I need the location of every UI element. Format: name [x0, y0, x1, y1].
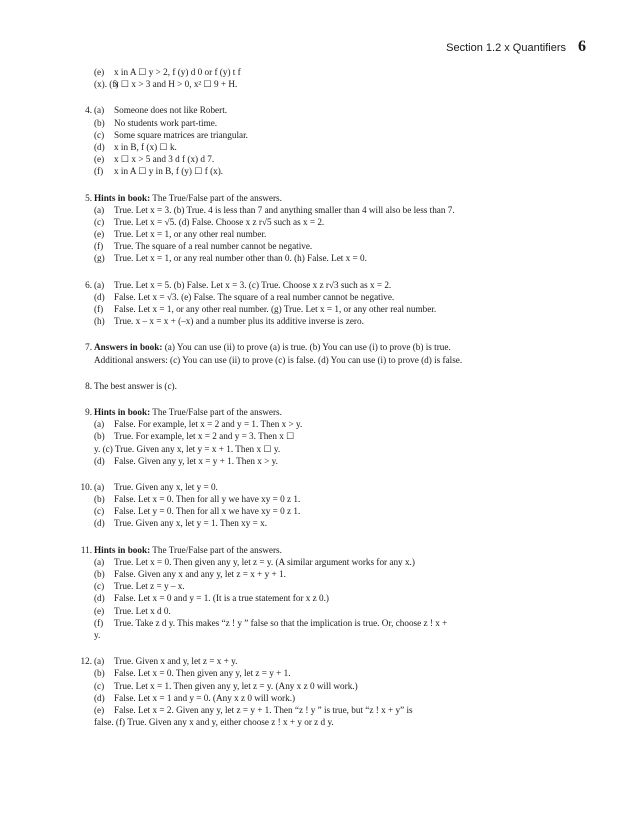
answer-line [0, 505, 638, 517]
answer-text: True. Let x = 0. Then given any y, let z = y. (A similar argument works for any x.) [114, 556, 415, 567]
part-label: (d) [94, 455, 105, 466]
answer-line [0, 66, 638, 78]
answer-line [0, 78, 638, 90]
part-label: (g) [94, 253, 105, 264]
answer-line [0, 117, 638, 129]
answer-text: True. Let x d 0. [114, 605, 171, 616]
answer-line [0, 617, 638, 629]
part-label: (h) [94, 316, 105, 327]
part-label: (b) [94, 431, 105, 442]
answer-text: True. Let x = 1, or any real number other than 0. (h) False. Let x = 0. [114, 253, 367, 264]
answer-line [0, 443, 638, 455]
answer-line [0, 716, 638, 728]
part-label: (a) [94, 204, 105, 215]
answer-text: True. Let x = 5. (b) False. Let x = 3. (c) True. Choose x z r√3 such as x = 2. [114, 279, 392, 290]
item-number: 12. [80, 656, 92, 667]
answer-text: True. Given x and y, let z = x + y. [114, 656, 238, 667]
answer-text: Hints in book: The True/False part of the answers. [94, 406, 282, 417]
answer-line [0, 291, 638, 303]
answer-list [0, 66, 638, 742]
answer-text: No students work part-time. [114, 117, 218, 128]
item-number: 4. [85, 105, 92, 116]
answer-item [0, 279, 638, 328]
answer-line [0, 430, 638, 442]
answer-line [0, 629, 638, 641]
part-label: (b) [94, 569, 105, 579]
part-label: (d) [94, 692, 105, 703]
answer-text: False. Let x = 0. Then for all y we have xy = 0 z 1. [114, 494, 301, 505]
answer-item [0, 655, 638, 728]
answer-line [0, 667, 638, 679]
answer-line [0, 568, 638, 580]
part-label: (d) [94, 141, 105, 152]
answer-text: False. Let x = 1, or any other real number. (g) True. Let x = 1, or any other real number. [114, 304, 437, 314]
answer-line [0, 240, 638, 252]
answer-text: False. Let x = 0 and y = 1. (It is a true statement for x z 0.) [114, 593, 329, 604]
answer-text: Additional answers: (c) You can use (ii) to prove (c) is false. (d) You can use (i) to prove (d) is false. [94, 354, 463, 365]
answer-line [0, 228, 638, 240]
part-label: (a) [94, 556, 105, 567]
answer-line [0, 704, 638, 716]
answer-line [0, 104, 638, 116]
part-label: (e) [94, 229, 105, 240]
answer-text: True. Take z d y. This makes “z ! y ” false so that the implication is true. Or, choose z ! x + [114, 617, 448, 628]
item-number: 9. [85, 406, 92, 417]
answer-line [0, 692, 638, 704]
part-label: (c) [94, 216, 105, 227]
answer-line [0, 252, 638, 264]
part-label: (e) [94, 154, 105, 165]
answer-text: y. [94, 629, 101, 640]
answer-item [0, 406, 638, 467]
item-number: 11. [80, 544, 92, 555]
part-label: (d) [94, 593, 105, 604]
answer-text: False. Given any x and any y, let z = x + y + 1. [114, 569, 286, 579]
item-number: 6. [85, 279, 92, 290]
answer-line [0, 655, 638, 667]
part-label: (a) [94, 105, 105, 116]
part-label: (f) [94, 166, 104, 177]
item-number: 5. [85, 192, 92, 203]
part-label: (c) [94, 581, 105, 592]
answer-text: x in A ☐ y > 2, f (y) d 0 or f (y) t f [114, 67, 241, 77]
answer-line [0, 216, 638, 228]
answer-line [0, 517, 638, 529]
answer-text: False. For example, let x = 2 and y = 1. Then x > y. [114, 419, 303, 430]
answer-text: Someone does not like Robert. [114, 105, 228, 116]
part-label: (a) [94, 279, 105, 290]
answer-text: false. (f) True. Given any x and y, either choose z ! x + y or z d y. [94, 717, 334, 728]
answer-line [0, 680, 638, 692]
answer-text: Some square matrices are triangular. [114, 129, 248, 140]
answer-line [0, 455, 638, 467]
answer-line [0, 141, 638, 153]
answer-text: False. Let x = 0. Then given any y, let z = y + 1. [114, 668, 291, 679]
answer-line [0, 556, 638, 568]
item-number: 8. [85, 380, 92, 391]
answer-line [0, 279, 638, 291]
answer-text: False. Given any y, let x = y + 1. Then x > y. [114, 455, 278, 466]
part-label: (a) [94, 481, 105, 492]
part-label: (b) [94, 494, 105, 505]
part-label: (x). (f) [94, 79, 119, 90]
answer-text: False. Let x = 2. Given any y, let z = y + 1. Then “z ! y ” is true, but “z ! x + y” is [114, 704, 413, 715]
answer-line [0, 580, 638, 592]
answer-text: True. Given any x, let y = 0. [114, 481, 218, 492]
answer-text: x ☐ x > 3 and H > 0, x² ☐ 9 + H. [114, 79, 238, 90]
answer-item [0, 341, 638, 365]
answer-line [0, 354, 638, 366]
answer-line [0, 165, 638, 177]
answer-text: Hints in book: The True/False part of the answers. [94, 192, 282, 203]
answer-line [0, 192, 638, 204]
page-number: 6 [578, 38, 586, 55]
answer-line [0, 544, 638, 556]
answer-text: x ☐ x > 5 and 3 d f (x) d 7. [114, 154, 215, 165]
answer-line [0, 493, 638, 505]
answer-text: False. Let x = √3. (e) False. The square of a real number cannot be negative. [114, 291, 395, 302]
answer-line [0, 129, 638, 141]
answer-text: True. Let z = y – x. [114, 581, 185, 592]
answer-line [0, 303, 638, 315]
answer-text: False. Let y = 0. Then for all x we have xy = 0 z 1. [114, 506, 301, 517]
answer-item [0, 380, 638, 392]
answer-line [0, 341, 638, 353]
answer-item [0, 481, 638, 530]
answer-line [0, 315, 638, 327]
item-number: 10. [80, 481, 92, 492]
part-label: (b) [94, 668, 105, 679]
part-label: (e) [94, 67, 105, 77]
answer-item [0, 66, 638, 90]
answer-text: y. (c) True. Given any x, let y = x + 1. Then x ☐ y. [94, 443, 281, 454]
answer-line [0, 380, 638, 392]
answer-text: True. Given any x, let y = 1. Then xy = x. [114, 518, 268, 529]
answer-line [0, 605, 638, 617]
part-label: (a) [94, 656, 105, 667]
answer-text: x in B, f (x) ☐ k. [114, 141, 177, 152]
part-label: (a) [94, 419, 105, 430]
answer-item [0, 544, 638, 642]
answer-item [0, 192, 638, 265]
answer-line [0, 204, 638, 216]
part-label: (f) [94, 304, 104, 314]
part-label: (c) [94, 129, 105, 140]
answer-text: True. x – x = x + (–x) and a number plus its additive inverse is zero. [114, 316, 364, 327]
answer-line [0, 153, 638, 165]
answer-text: False. Let x = 1 and y = 0. (Any x z 0 will work.) [114, 692, 296, 703]
part-label: (c) [94, 680, 105, 691]
part-label: (b) [94, 117, 105, 128]
answer-text: True. The square of a real number cannot be negative. [114, 241, 313, 252]
answer-text: True. Let x = 1, or any other real number. [114, 229, 267, 240]
part-label: (e) [94, 605, 105, 616]
answer-text: Answers in book: (a) You can use (ii) to prove (a) is true. (b) You can use (i) to prove (b) is true. [94, 342, 451, 353]
answer-line [0, 481, 638, 493]
part-label: (c) [94, 506, 105, 517]
part-label: (d) [94, 518, 105, 529]
answer-text: True. Let x = 1. Then given any y, let z = y. (Any x z 0 will work.) [114, 680, 358, 691]
part-label: (e) [94, 704, 105, 715]
answer-line [0, 418, 638, 430]
page-header [446, 38, 586, 56]
part-label: (f) [94, 241, 104, 252]
answer-text: Hints in book: The True/False part of the answers. [94, 544, 282, 555]
answer-text: True. Let x = √5. (d) False. Choose x z r√5 such as x = 2. [114, 216, 325, 227]
answer-text: True. Let x = 3. (b) True. 4 is less than 7 and anything smaller than 4 will also be less than 7. [114, 204, 455, 215]
item-number: 7. [85, 342, 92, 353]
part-label: (d) [94, 291, 105, 302]
answer-item [0, 104, 638, 177]
answer-text: x in A ☐ y in B, f (y) ☐ f (x). [114, 166, 224, 177]
section-title: Section 1.2 x Quantifiers [446, 42, 566, 54]
answer-line [0, 406, 638, 418]
answer-text: True. For example, let x = 2 and y = 3. Then x ☐ [114, 431, 295, 442]
answer-line [0, 592, 638, 604]
part-label: (f) [94, 617, 104, 628]
answer-text: The best answer is (c). [94, 380, 177, 391]
